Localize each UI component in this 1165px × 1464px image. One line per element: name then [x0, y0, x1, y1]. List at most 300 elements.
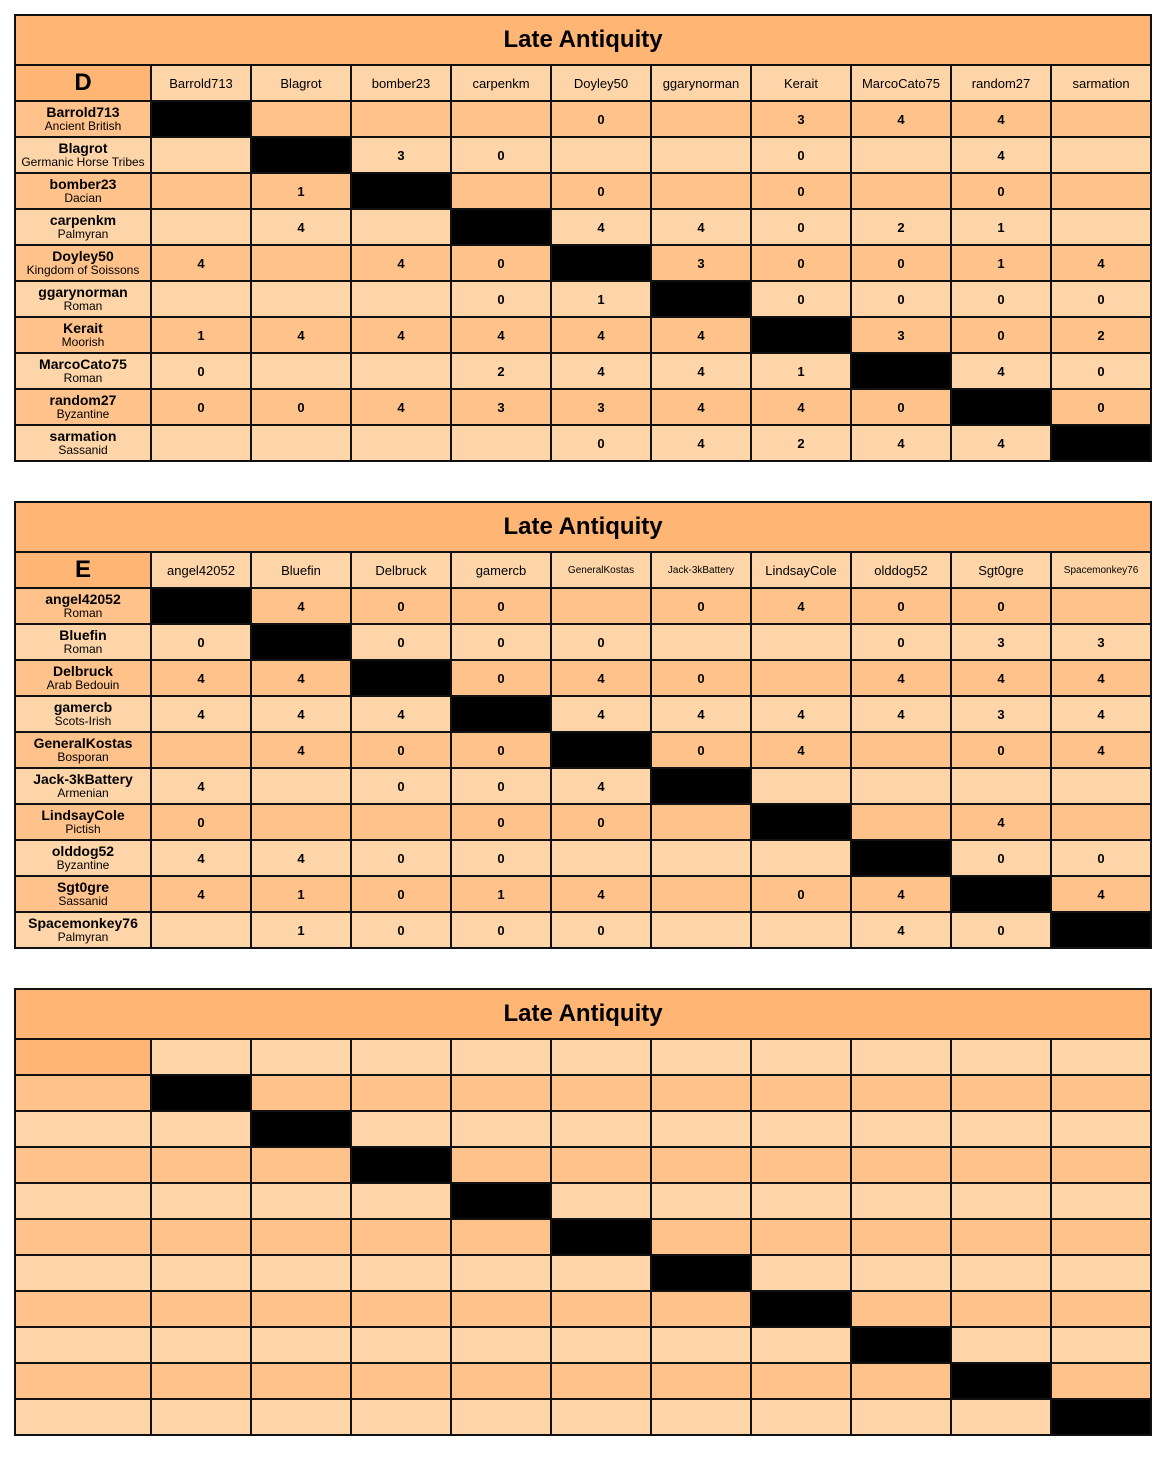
score-cell: 0: [851, 624, 951, 660]
score-cell: 0: [651, 732, 751, 768]
score-cell: [651, 1111, 751, 1147]
score-cell: [251, 1327, 351, 1363]
diagonal-cell: [351, 1147, 451, 1183]
column-header: [551, 1039, 651, 1075]
table-row: [15, 1399, 1151, 1435]
column-header: olddog52: [851, 552, 951, 588]
score-cell: [151, 173, 251, 209]
army-name: Byzantine: [56, 858, 110, 873]
score-cell: 0: [451, 624, 551, 660]
score-cell: [551, 840, 651, 876]
army-name: Palmyran: [57, 227, 109, 242]
table-row: [15, 1147, 1151, 1183]
row-header: [15, 876, 151, 912]
row-header: [15, 281, 151, 317]
score-cell: 3: [651, 245, 751, 281]
score-cell: 3: [951, 624, 1051, 660]
diagonal-cell: [951, 876, 1051, 912]
results-table-2: [14, 501, 1152, 949]
table-row: [15, 317, 1151, 353]
column-header: [851, 1039, 951, 1075]
score-cell: 0: [751, 173, 851, 209]
score-cell: 0: [451, 137, 551, 173]
score-cell: 4: [251, 588, 351, 624]
score-cell: 0: [751, 876, 851, 912]
army-name: Byzantine: [56, 407, 110, 422]
score-cell: [451, 1147, 551, 1183]
diagonal-cell: [1051, 425, 1151, 461]
row-header: [15, 660, 151, 696]
score-cell: [451, 1219, 551, 1255]
score-cell: [951, 1183, 1051, 1219]
score-cell: 4: [351, 696, 451, 732]
table-row: [15, 425, 1151, 461]
score-cell: 4: [351, 245, 451, 281]
score-cell: [1051, 209, 1151, 245]
player-name: GeneralKostas: [33, 735, 133, 752]
row-header: [15, 317, 151, 353]
score-cell: [1051, 1219, 1151, 1255]
score-cell: [651, 173, 751, 209]
table-title: Late Antiquity: [15, 15, 1151, 65]
score-cell: 4: [351, 389, 451, 425]
score-cell: [151, 912, 251, 948]
score-cell: 0: [851, 281, 951, 317]
row-header: [15, 101, 151, 137]
score-cell: 3: [751, 101, 851, 137]
row-header: [15, 353, 151, 389]
score-cell: 0: [751, 281, 851, 317]
diagonal-cell: [1051, 912, 1151, 948]
army-name: Kingdom of Soissons: [26, 263, 140, 278]
score-cell: [1051, 768, 1151, 804]
diagonal-cell: [251, 137, 351, 173]
score-cell: 4: [1051, 732, 1151, 768]
army-name: Sassanid: [58, 894, 108, 909]
table-row: [15, 696, 1151, 732]
column-header: Spacemonkey76: [1051, 552, 1151, 588]
table-row: [15, 624, 1151, 660]
score-cell: 4: [251, 317, 351, 353]
diagonal-cell: [851, 840, 951, 876]
score-cell: [151, 1255, 251, 1291]
army-name: Sassanid: [58, 443, 108, 458]
player-name: Delbruck: [53, 663, 113, 680]
score-cell: 0: [551, 425, 651, 461]
row-header: [15, 1255, 151, 1291]
score-cell: 1: [251, 876, 351, 912]
score-cell: [251, 1219, 351, 1255]
army-name: Ancient British: [44, 119, 122, 134]
score-cell: 0: [451, 281, 551, 317]
table-row: [15, 209, 1151, 245]
results-table-3: [14, 988, 1152, 1436]
score-cell: [751, 768, 851, 804]
score-cell: 4: [151, 245, 251, 281]
score-cell: 3: [951, 696, 1051, 732]
score-cell: 0: [551, 624, 651, 660]
score-cell: [351, 1075, 451, 1111]
score-cell: [551, 137, 651, 173]
player-name: Barrold713: [46, 104, 120, 121]
column-header: [651, 1039, 751, 1075]
score-cell: [751, 1075, 851, 1111]
score-cell: [751, 912, 851, 948]
score-cell: 4: [651, 209, 751, 245]
row-header: [15, 840, 151, 876]
score-cell: 0: [551, 173, 651, 209]
score-cell: 1: [151, 317, 251, 353]
score-cell: 4: [551, 317, 651, 353]
score-cell: 4: [451, 317, 551, 353]
row-header: [15, 768, 151, 804]
score-cell: 0: [451, 768, 551, 804]
score-cell: 0: [951, 281, 1051, 317]
score-cell: [751, 1183, 851, 1219]
score-cell: 0: [651, 660, 751, 696]
player-name: Spacemonkey76: [28, 915, 138, 932]
score-cell: [751, 1363, 851, 1399]
score-cell: [851, 1219, 951, 1255]
row-header: [15, 912, 151, 948]
table-row: [15, 245, 1151, 281]
score-cell: [851, 1111, 951, 1147]
table-row: [15, 1183, 1151, 1219]
diagonal-cell: [351, 660, 451, 696]
diagonal-cell: [651, 768, 751, 804]
score-cell: 0: [451, 660, 551, 696]
score-cell: [951, 1147, 1051, 1183]
score-cell: 4: [1051, 696, 1151, 732]
score-cell: [1051, 1363, 1151, 1399]
score-cell: 0: [151, 624, 251, 660]
score-cell: [751, 1219, 851, 1255]
score-cell: 4: [1051, 660, 1151, 696]
score-cell: 0: [351, 768, 451, 804]
score-cell: [1051, 1147, 1151, 1183]
score-cell: [251, 101, 351, 137]
score-cell: [751, 1327, 851, 1363]
score-cell: [1051, 1183, 1151, 1219]
score-cell: [551, 1327, 651, 1363]
score-cell: [951, 1219, 1051, 1255]
diagonal-cell: [751, 317, 851, 353]
table-row: [15, 840, 1151, 876]
row-header: [15, 1399, 151, 1435]
player-name: bomber23: [49, 176, 117, 193]
score-cell: 4: [151, 660, 251, 696]
army-name: Roman: [63, 299, 103, 314]
score-cell: 4: [651, 353, 751, 389]
score-cell: [851, 137, 951, 173]
column-header: bomber23: [351, 65, 451, 101]
table-row: [15, 768, 1151, 804]
results-table-1: [14, 14, 1152, 462]
score-cell: 0: [851, 389, 951, 425]
table-row: [15, 1363, 1151, 1399]
score-cell: [851, 1147, 951, 1183]
row-header: [15, 732, 151, 768]
score-cell: [351, 1291, 451, 1327]
column-header: Kerait: [751, 65, 851, 101]
score-cell: [751, 660, 851, 696]
army-name: Dacian: [64, 191, 102, 206]
diagonal-cell: [551, 732, 651, 768]
score-cell: [351, 1363, 451, 1399]
score-cell: [251, 353, 351, 389]
score-cell: 0: [351, 912, 451, 948]
table-row: [15, 101, 1151, 137]
score-cell: [1051, 173, 1151, 209]
score-cell: 4: [851, 696, 951, 732]
diagonal-cell: [651, 1255, 751, 1291]
score-cell: [551, 1147, 651, 1183]
score-cell: [651, 912, 751, 948]
score-cell: [351, 1183, 451, 1219]
score-cell: [351, 1399, 451, 1435]
column-header: Blagrot: [251, 65, 351, 101]
score-cell: 0: [151, 804, 251, 840]
diagonal-cell: [751, 1291, 851, 1327]
score-cell: 0: [351, 732, 451, 768]
score-cell: 2: [751, 425, 851, 461]
column-header: MarcoCato75: [851, 65, 951, 101]
score-cell: [951, 1255, 1051, 1291]
score-cell: [451, 1363, 551, 1399]
row-header: [15, 245, 151, 281]
score-cell: 0: [151, 389, 251, 425]
row-header: [15, 209, 151, 245]
table-row: [15, 1327, 1151, 1363]
score-cell: 0: [451, 588, 551, 624]
row-header: [15, 1327, 151, 1363]
score-cell: [251, 1147, 351, 1183]
score-cell: 4: [251, 840, 351, 876]
score-cell: [251, 768, 351, 804]
diagonal-cell: [951, 1363, 1051, 1399]
table-row: [15, 1255, 1151, 1291]
table-row: [15, 1111, 1151, 1147]
score-cell: [851, 173, 951, 209]
score-cell: [251, 1075, 351, 1111]
score-cell: [351, 281, 451, 317]
score-cell: [251, 1183, 351, 1219]
column-header: Jack-3kBattery: [651, 552, 751, 588]
score-cell: [1051, 1075, 1151, 1111]
score-cell: 1: [251, 912, 351, 948]
column-header: [951, 1039, 1051, 1075]
table-row: [15, 1291, 1151, 1327]
score-cell: 4: [151, 876, 251, 912]
score-cell: 4: [951, 425, 1051, 461]
army-name: Roman: [63, 606, 103, 621]
row-header: [15, 425, 151, 461]
diagonal-cell: [351, 173, 451, 209]
player-name: angel42052: [45, 591, 121, 608]
score-cell: 0: [751, 209, 851, 245]
score-cell: [451, 173, 551, 209]
score-cell: 1: [551, 281, 651, 317]
score-cell: [651, 1183, 751, 1219]
score-cell: 0: [1051, 281, 1151, 317]
table-row: [15, 137, 1151, 173]
score-cell: [351, 1219, 451, 1255]
score-cell: [1051, 1291, 1151, 1327]
score-cell: [251, 804, 351, 840]
player-name: random27: [49, 392, 117, 409]
score-cell: 0: [751, 137, 851, 173]
army-name: Roman: [63, 642, 103, 657]
score-cell: [751, 1255, 851, 1291]
table-row: [15, 1219, 1151, 1255]
score-cell: 0: [1051, 353, 1151, 389]
score-cell: 0: [951, 912, 1051, 948]
score-cell: 2: [1051, 317, 1151, 353]
score-cell: 4: [551, 660, 651, 696]
score-cell: [851, 1183, 951, 1219]
score-cell: [251, 281, 351, 317]
score-cell: 4: [151, 696, 251, 732]
column-header-row: [15, 1039, 1151, 1075]
score-cell: [351, 1327, 451, 1363]
diagonal-cell: [551, 245, 651, 281]
score-cell: [451, 425, 551, 461]
score-cell: 0: [1051, 389, 1151, 425]
diagonal-cell: [851, 1327, 951, 1363]
diagonal-cell: [451, 209, 551, 245]
score-cell: 0: [851, 588, 951, 624]
diagonal-cell: [451, 696, 551, 732]
score-cell: 0: [751, 245, 851, 281]
army-name: Palmyran: [57, 930, 109, 945]
score-cell: 4: [551, 696, 651, 732]
score-cell: 4: [1051, 876, 1151, 912]
score-cell: [851, 732, 951, 768]
score-cell: [651, 1399, 751, 1435]
score-cell: [151, 1183, 251, 1219]
score-cell: [251, 1363, 351, 1399]
score-cell: 0: [451, 804, 551, 840]
score-cell: 3: [1051, 624, 1151, 660]
score-cell: [551, 1255, 651, 1291]
score-cell: [751, 1399, 851, 1435]
table-row: [15, 588, 1151, 624]
score-cell: [351, 353, 451, 389]
score-cell: 3: [451, 389, 551, 425]
table-row: [15, 389, 1151, 425]
army-name: Germanic Horse Tribes: [21, 155, 145, 170]
player-name: Sgt0gre: [56, 879, 110, 896]
diagonal-cell: [151, 1075, 251, 1111]
player-name: MarcoCato75: [39, 356, 127, 373]
score-cell: [351, 209, 451, 245]
score-cell: 4: [151, 768, 251, 804]
score-cell: [851, 804, 951, 840]
score-cell: 4: [651, 389, 751, 425]
score-cell: [551, 1075, 651, 1111]
score-cell: [351, 425, 451, 461]
score-cell: [451, 1291, 551, 1327]
army-name: Armenian: [57, 786, 109, 801]
score-cell: [751, 1111, 851, 1147]
player-name: Bluefin: [59, 627, 107, 644]
score-cell: [351, 101, 451, 137]
score-cell: [951, 1327, 1051, 1363]
row-header: [15, 696, 151, 732]
table-title: Late Antiquity: [15, 989, 1151, 1039]
score-cell: 0: [951, 173, 1051, 209]
score-cell: 4: [851, 425, 951, 461]
table-row: [15, 1075, 1151, 1111]
score-cell: [1051, 804, 1151, 840]
row-header: [15, 1075, 151, 1111]
score-cell: [151, 137, 251, 173]
army-name: Arab Bedouin: [46, 678, 120, 693]
score-cell: 1: [951, 209, 1051, 245]
column-header: [251, 1039, 351, 1075]
player-name: carpenkm: [49, 212, 117, 229]
score-cell: [451, 1399, 551, 1435]
score-cell: 0: [551, 804, 651, 840]
column-header: Bluefin: [251, 552, 351, 588]
column-header: Sgt0gre: [951, 552, 1051, 588]
diagonal-cell: [851, 353, 951, 389]
score-cell: 2: [451, 353, 551, 389]
score-cell: 4: [651, 696, 751, 732]
score-cell: [351, 1111, 451, 1147]
score-cell: 4: [351, 317, 451, 353]
row-header: [15, 1291, 151, 1327]
score-cell: [551, 1183, 651, 1219]
score-cell: 4: [951, 137, 1051, 173]
column-header: random27: [951, 65, 1051, 101]
score-cell: 0: [451, 912, 551, 948]
table-row: [15, 732, 1151, 768]
score-cell: 0: [551, 101, 651, 137]
score-cell: [651, 840, 751, 876]
table-row: [15, 281, 1151, 317]
score-cell: [651, 137, 751, 173]
score-cell: 4: [251, 209, 351, 245]
player-name: olddog52: [51, 843, 115, 860]
score-cell: 4: [951, 101, 1051, 137]
row-header: [15, 1183, 151, 1219]
score-cell: 0: [351, 588, 451, 624]
score-cell: 4: [551, 768, 651, 804]
score-cell: 4: [651, 425, 751, 461]
score-cell: [151, 1291, 251, 1327]
score-cell: [1051, 101, 1151, 137]
score-cell: [851, 1363, 951, 1399]
row-header: [15, 1363, 151, 1399]
group-label: D: [15, 65, 151, 101]
score-cell: 0: [1051, 840, 1151, 876]
score-cell: [851, 1399, 951, 1435]
diagonal-cell: [1051, 1399, 1151, 1435]
column-header: ggarynorman: [651, 65, 751, 101]
player-name: sarmation: [49, 428, 117, 445]
score-cell: [651, 1219, 751, 1255]
score-cell: [551, 1363, 651, 1399]
table-row: [15, 173, 1151, 209]
column-header: angel42052: [151, 552, 251, 588]
score-cell: 0: [651, 588, 751, 624]
score-cell: 4: [851, 660, 951, 696]
diagonal-cell: [951, 389, 1051, 425]
score-cell: [151, 281, 251, 317]
army-name: Bosporan: [57, 750, 109, 765]
table-row: [15, 912, 1151, 948]
